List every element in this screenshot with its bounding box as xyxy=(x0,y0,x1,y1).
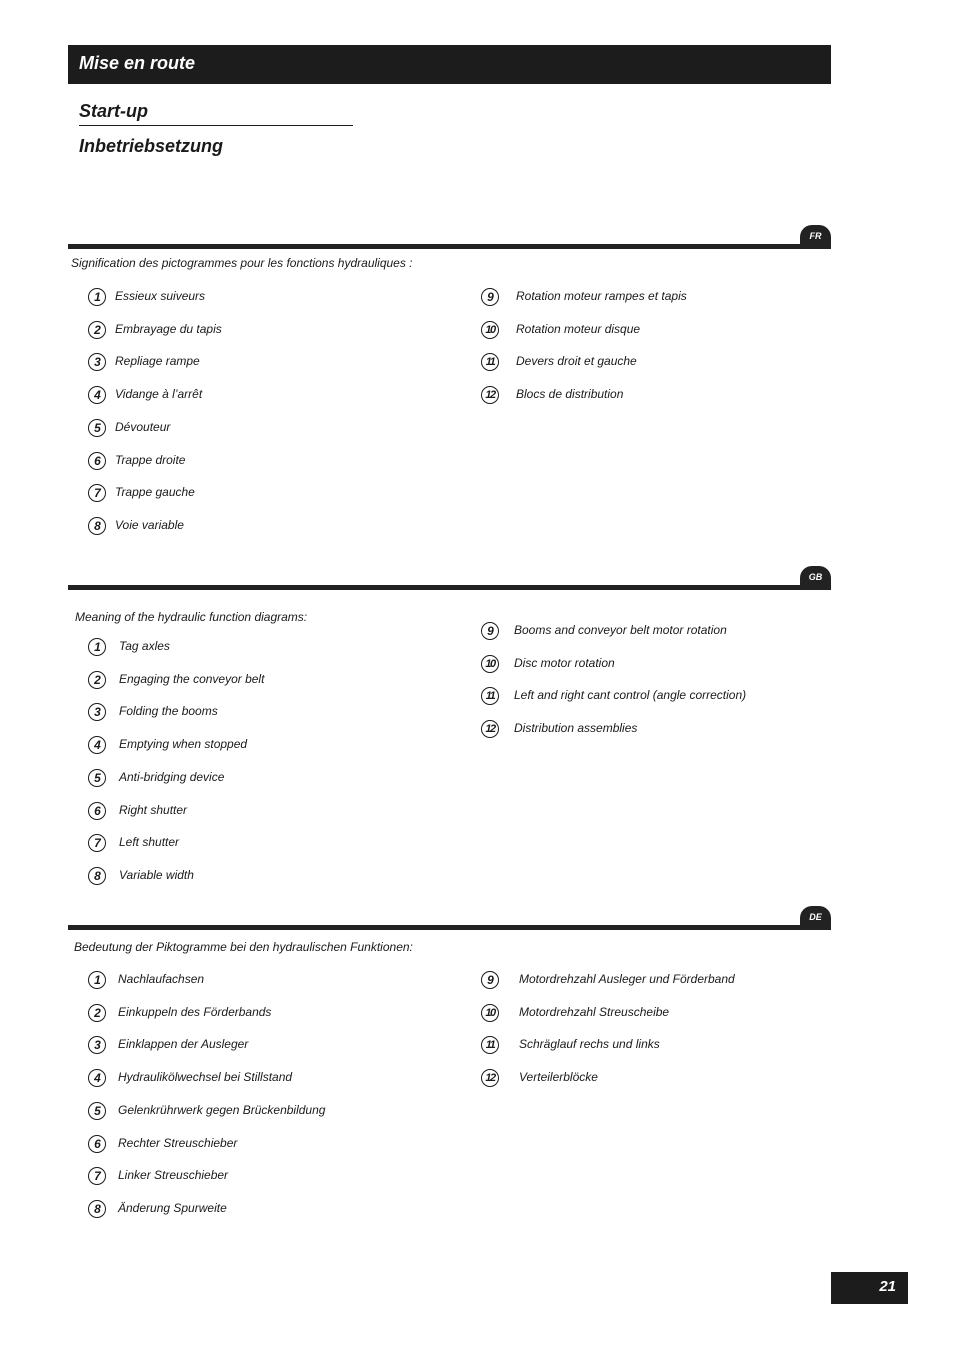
item-number-badge: 4 xyxy=(88,386,106,404)
item-number-badge: 3 xyxy=(88,353,106,371)
item-number-badge: 6 xyxy=(88,802,106,820)
section-intro-fr: Signification des pictogrammes pour les fonctions hydrauliques : xyxy=(71,256,413,270)
item-number-badge: 12 xyxy=(481,720,499,738)
item-label: Hydraulikölwechsel bei Stillstand xyxy=(118,1070,293,1084)
item-label: Embrayage du tapis xyxy=(115,322,222,336)
item-label: Devers droit et gauche xyxy=(516,354,637,368)
item-number-badge: 10 xyxy=(481,1004,499,1022)
section-divider-de xyxy=(68,925,831,930)
item-number-badge: 3 xyxy=(88,703,106,721)
page-title: Mise en route xyxy=(79,53,196,73)
item-label: Trappe droite xyxy=(115,453,186,467)
item-label: Right shutter xyxy=(119,803,188,817)
item-label: Tag axles xyxy=(119,639,170,653)
subtitle-underline xyxy=(79,125,353,126)
item-number-badge: 8 xyxy=(88,867,106,885)
item-label: Nachlaufachsen xyxy=(118,972,205,986)
page-number: 21 xyxy=(879,1278,896,1295)
item-number-badge: 2 xyxy=(88,321,106,339)
item-number-badge: 7 xyxy=(88,834,106,852)
item-number-badge: 6 xyxy=(88,452,106,470)
item-label: Motordrehzahl Ausleger und Förderband xyxy=(519,972,735,986)
item-number-badge: 11 xyxy=(481,353,499,371)
item-number-badge: 4 xyxy=(88,1069,106,1087)
header-bar xyxy=(68,45,831,84)
page-number-box xyxy=(831,1272,908,1304)
section-intro-de: Bedeutung der Piktogramme bei den hydraulischen Funktionen: xyxy=(74,940,413,954)
item-label: Blocs de distribution xyxy=(516,387,624,401)
item-label: Repliage rampe xyxy=(115,354,200,368)
item-label: Vidange à l’arrêt xyxy=(115,387,203,401)
item-label: Emptying when stopped xyxy=(119,737,248,751)
item-number-badge: 6 xyxy=(88,1135,106,1153)
item-number-badge: 10 xyxy=(481,655,499,673)
item-number-badge: 9 xyxy=(481,971,499,989)
item-label: Motordrehzahl Streuscheibe xyxy=(519,1005,670,1019)
item-label: Left shutter xyxy=(119,835,180,849)
item-number-badge: 11 xyxy=(481,1036,499,1054)
language-tab-fr: FR xyxy=(800,225,831,247)
item-number-badge: 7 xyxy=(88,1167,106,1185)
item-label: Verteilerblöcke xyxy=(519,1070,598,1084)
item-number-badge: 7 xyxy=(88,484,106,502)
item-number-badge: 2 xyxy=(88,671,106,689)
item-label: Booms and conveyor belt motor rotation xyxy=(514,623,727,637)
item-label: Disc motor rotation xyxy=(514,656,615,670)
item-number-badge: 1 xyxy=(88,638,106,656)
item-label: Schräglauf rechs und links xyxy=(519,1037,660,1051)
subtitle-german: Inbetriebsetzung xyxy=(79,136,224,156)
item-label: Einklappen der Ausleger xyxy=(118,1037,249,1051)
item-number-badge: 2 xyxy=(88,1004,106,1022)
language-tab-de: DE xyxy=(800,906,831,928)
item-label: Änderung Spurweite xyxy=(118,1201,227,1215)
section-intro-gb: Meaning of the hydraulic function diagrams: xyxy=(75,610,308,624)
item-number-badge: 9 xyxy=(481,622,499,640)
item-label: Linker Streuschieber xyxy=(118,1168,229,1182)
item-label: Rotation moteur rampes et tapis xyxy=(516,289,687,303)
item-number-badge: 3 xyxy=(88,1036,106,1054)
item-label: Einkuppeln des Förderbands xyxy=(118,1005,272,1019)
item-number-badge: 10 xyxy=(481,321,499,339)
item-number-badge: 12 xyxy=(481,386,499,404)
item-label: Rotation moteur disque xyxy=(516,322,641,336)
item-label: Distribution assemblies xyxy=(514,721,638,735)
item-label: Rechter Streuschieber xyxy=(118,1136,238,1150)
item-number-badge: 9 xyxy=(481,288,499,306)
item-number-badge: 11 xyxy=(481,687,499,705)
item-label: Trappe gauche xyxy=(115,485,195,499)
item-number-badge: 5 xyxy=(88,769,106,787)
item-number-badge: 5 xyxy=(88,419,106,437)
item-label: Voie variable xyxy=(115,518,184,532)
item-label: Folding the booms xyxy=(119,704,218,718)
item-label: Dévouteur xyxy=(115,420,171,434)
section-divider-fr xyxy=(68,244,831,249)
item-number-badge: 4 xyxy=(88,736,106,754)
item-number-badge: 1 xyxy=(88,288,106,306)
item-label: Variable width xyxy=(119,868,194,882)
item-label: Engaging the conveyor belt xyxy=(119,672,265,686)
item-number-badge: 1 xyxy=(88,971,106,989)
item-label: Anti-bridging device xyxy=(119,770,225,784)
item-label: Gelenkrührwerk gegen Brückenbildung xyxy=(118,1103,326,1117)
language-tab-gb: GB xyxy=(800,566,831,588)
item-number-badge: 5 xyxy=(88,1102,106,1120)
item-number-badge: 12 xyxy=(481,1069,499,1087)
item-number-badge: 8 xyxy=(88,1200,106,1218)
item-number-badge: 8 xyxy=(88,517,106,535)
item-label: Left and right cant control (angle correction) xyxy=(514,688,747,702)
item-label: Essieux suiveurs xyxy=(115,289,206,303)
section-divider-gb xyxy=(68,585,831,590)
subtitle-english: Start-up xyxy=(79,101,148,121)
